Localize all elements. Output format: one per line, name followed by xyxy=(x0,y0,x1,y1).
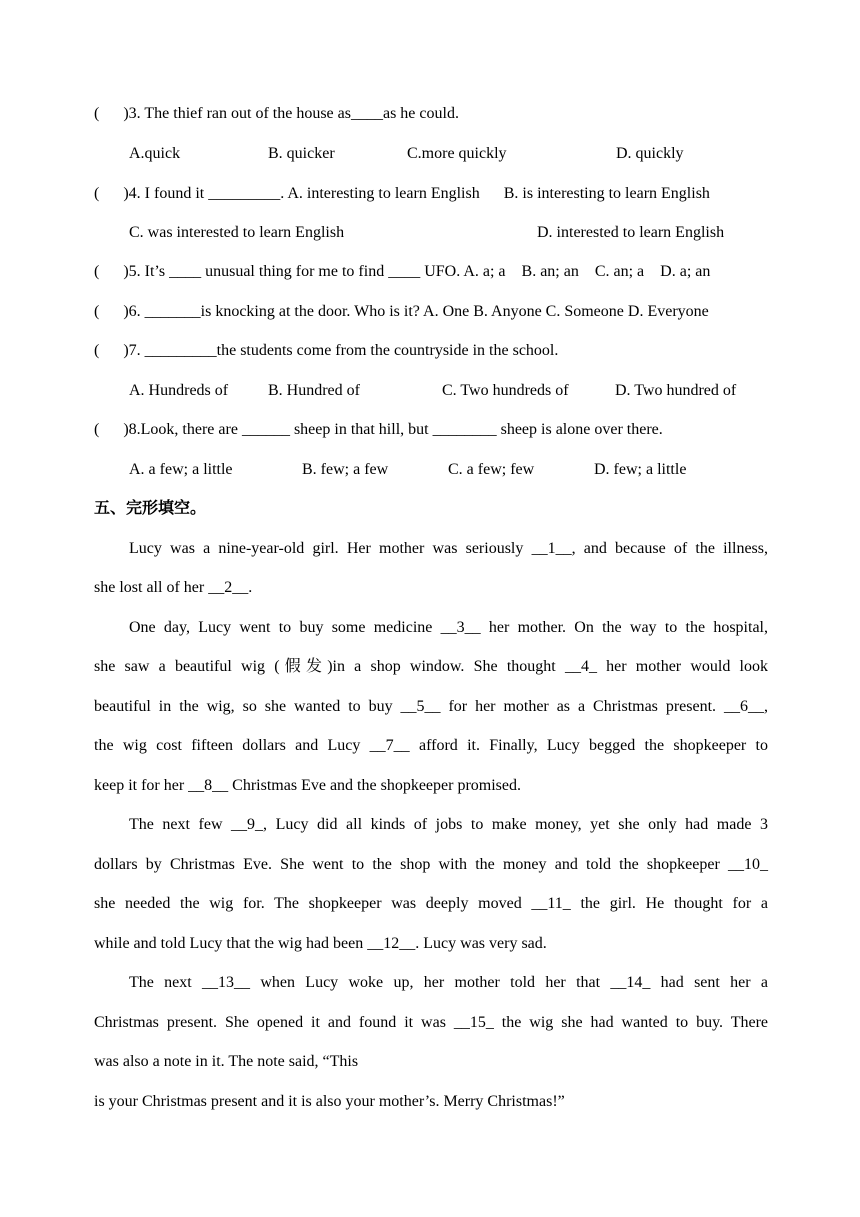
question-8-stem: ( )8.Look, there are ______ sheep in that hill, but ________ sheep is alone over there. xyxy=(94,421,663,438)
passage-line: One day, Lucy went to buy some medicine __3__ her mother. On the way to the hospital, xyxy=(129,619,768,636)
question-7-stem: ( )7. _________the students come from the countryside in the school. xyxy=(94,342,559,359)
question-3-option-a: A.quick xyxy=(129,145,181,162)
question-3-stem: ( )3. The thief ran out of the house as____as he could. xyxy=(94,105,459,122)
question-4-option-d: D. interested to learn English xyxy=(537,224,725,241)
passage-line: The next few __9_, Lucy did all kinds of jobs to make money, yet she only had made 3 xyxy=(129,816,768,833)
passage-line: The next __13__ when Lucy woke up, her mother told her that __14_ had sent her a xyxy=(129,974,768,991)
question-4-stem: ( )4. I found it _________. A. interesting to learn English B. is interesting to learn English xyxy=(94,185,710,202)
passage-line: the wig cost fifteen dollars and Lucy __7__ afford it. Finally, Lucy begged the shopkeeper to xyxy=(94,737,768,754)
question-4-option-c: C. was interested to learn English xyxy=(129,224,345,241)
question-7-option-c: C. Two hundreds of xyxy=(442,382,569,399)
passage-line: Christmas present. She opened it and found it was __15_ the wig she had wanted to buy. There xyxy=(94,1014,768,1031)
question-8-option-a: A. a few; a little xyxy=(129,461,233,478)
passage-line: is your Christmas present and it is also your mother’s. Merry Christmas!” xyxy=(94,1093,565,1110)
passage-line: she lost all of her __2__. xyxy=(94,579,253,596)
passage-line: beautiful in the wig, so she wanted to buy __5__ for her mother as a Christmas present. __6__, xyxy=(94,698,768,715)
question-8-option-b: B. few; a few xyxy=(302,461,389,478)
passage-line: was also a note in it. The note said, “This xyxy=(94,1053,359,1070)
question-3-option-c: C.more quickly xyxy=(407,145,507,162)
question-3-option-d: D. quickly xyxy=(616,145,684,162)
passage-line: she saw a beautiful wig (假发)in a shop window. She thought __4_ her mother would look xyxy=(94,658,768,675)
section-heading: 五、完形填空。 xyxy=(94,500,207,517)
question-7-option-a: A. Hundreds of xyxy=(129,382,229,399)
passage-line: Lucy was a nine-year-old girl. Her mother was seriously __1__, and because of the illness, xyxy=(129,540,768,557)
passage-line: keep it for her __8__ Christmas Eve and the shopkeeper promised. xyxy=(94,777,521,794)
passage-line: she needed the wig for. The shopkeeper was deeply moved __11_ the girl. He thought for a xyxy=(94,895,768,912)
question-6-stem: ( )6. _______is knocking at the door. Who is it? A. One B. Anyone C. Someone D. Everyone xyxy=(94,303,709,320)
question-3-option-b: B. quicker xyxy=(268,145,335,162)
question-5-stem: ( )5. It’s ____ unusual thing for me to find ____ UFO. A. a; a B. an; an C. an; a D. a; an xyxy=(94,263,711,280)
question-8-option-c: C. a few; few xyxy=(448,461,535,478)
passage-line: while and told Lucy that the wig had been __12__. Lucy was very sad. xyxy=(94,935,547,952)
passage-line: dollars by Christmas Eve. She went to the shop with the money and told the shopkeeper __10_ xyxy=(94,856,768,873)
question-7-option-d: D. Two hundred of xyxy=(615,382,737,399)
question-8-option-d: D. few; a little xyxy=(594,461,687,478)
question-7-option-b: B. Hundred of xyxy=(268,382,360,399)
